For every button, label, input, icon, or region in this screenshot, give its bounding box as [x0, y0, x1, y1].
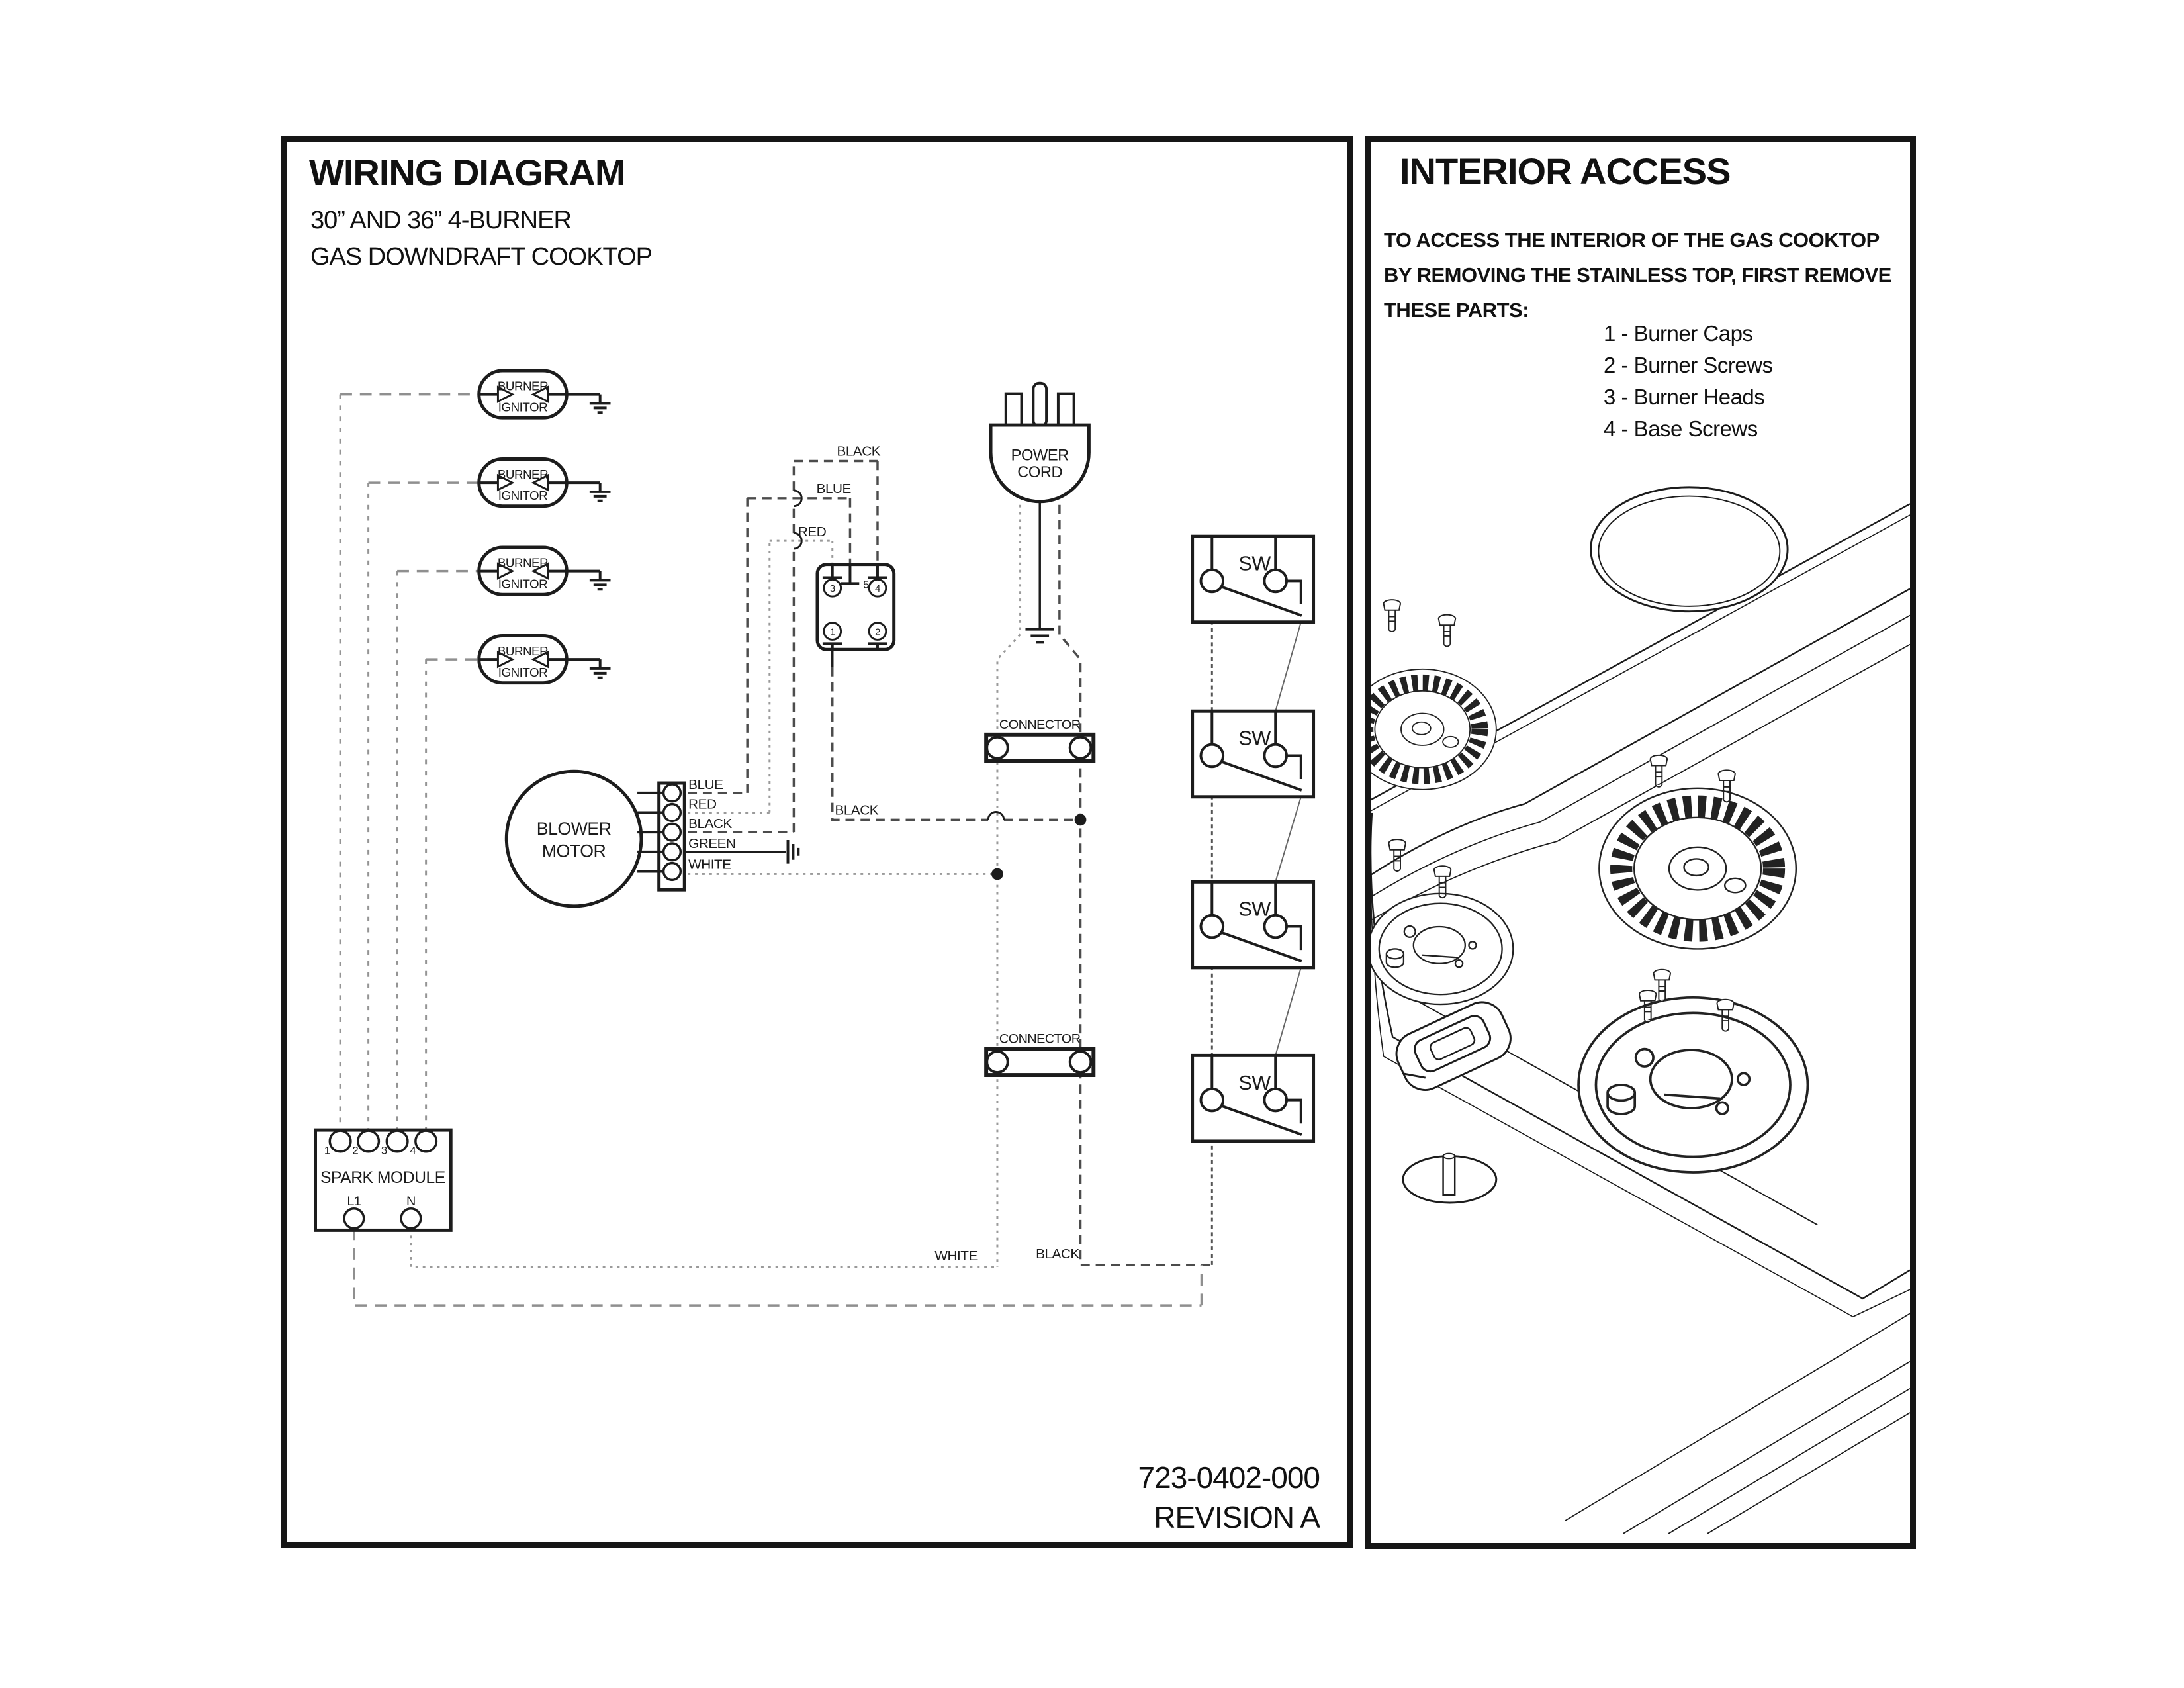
- bottom-black-label: BLACK: [1036, 1246, 1079, 1262]
- relay-blue-label: BLUE: [816, 481, 851, 496]
- spark-terminal-3: 3: [381, 1144, 387, 1157]
- relay-terminal-3: 3: [829, 584, 835, 595]
- switch-2-label: SW: [1238, 727, 1271, 750]
- page-title: WIRING DIAGRAM: [309, 152, 625, 193]
- connector-2-label: CONNECTOR: [999, 1031, 1081, 1047]
- burner-head-center: [1599, 788, 1796, 949]
- part-number-block: [1138, 1458, 1320, 1537]
- burner-cap: [1591, 487, 1788, 612]
- blower-green-label: GREEN: [688, 835, 736, 851]
- base-cutout: [1403, 1154, 1496, 1203]
- ground-symbol: [1025, 630, 1054, 643]
- svg-text:BURNER: BURNER: [497, 467, 549, 482]
- wire-hop: [988, 812, 1004, 820]
- blower-red-label: RED: [688, 796, 717, 812]
- burner-ignitor-3: [479, 547, 611, 594]
- intro-line-3: THESE PARTS:: [1384, 299, 1529, 322]
- interior-access-panel: [1365, 136, 1916, 1549]
- junction-dot-white: [991, 868, 1003, 880]
- burner-base-left: [1371, 894, 1513, 1004]
- intro-line-1: TO ACCESS THE INTERIOR OF THE GAS COOKTOP: [1384, 228, 1880, 252]
- connector-2: [986, 1032, 1093, 1075]
- mid-black-label: BLACK: [835, 802, 879, 818]
- connector-1: [986, 718, 1093, 761]
- power-cord-label-1: POWER: [1011, 447, 1069, 465]
- power-cord-black-wire: [1060, 505, 1212, 1265]
- parts-list-item-4: 4 - Base Screws: [1604, 416, 1758, 441]
- bottom-white-label: WHITE: [934, 1248, 978, 1264]
- svg-text:BURNER: BURNER: [497, 644, 549, 659]
- blower-white-label: WHITE: [688, 857, 731, 872]
- blower-blue-label: BLUE: [688, 776, 723, 792]
- burner-ignitor-2: [479, 459, 611, 506]
- burner-ignitor-4: [479, 635, 611, 682]
- burner-base-right: [1578, 998, 1807, 1172]
- ground-prong: [1033, 383, 1046, 426]
- blower-label-1: BLOWER: [536, 819, 612, 839]
- part-number: 723-0402-000: [1138, 1460, 1320, 1495]
- burner-ignitor-1: [479, 371, 611, 418]
- connector-1-label: CONNECTOR: [999, 717, 1081, 732]
- parts-list-item-3: 3 - Burner Heads: [1604, 385, 1765, 409]
- relay-terminal-1: 1: [829, 627, 835, 638]
- wiring-diagram-drawing: [287, 142, 1347, 1542]
- cooktop-illustration: [1371, 142, 1910, 1543]
- relay-terminal-5: 5: [863, 579, 869, 591]
- switch-3-label: SW: [1238, 898, 1271, 921]
- relay-terminal-4: 4: [875, 584, 880, 595]
- spark-terminal-4: 4: [410, 1144, 416, 1157]
- spark-terminal-1: 1: [324, 1144, 330, 1157]
- switch-3: [1193, 882, 1314, 968]
- power-cord: [991, 383, 1089, 643]
- switch-1-label: SW: [1238, 552, 1271, 575]
- switch-2: [1193, 711, 1314, 797]
- svg-text:IGNITOR: IGNITOR: [498, 665, 548, 679]
- switch-4: [1193, 1055, 1314, 1141]
- burner-head-left: [1371, 669, 1496, 790]
- parts-list-item-1: 1 - Burner Caps: [1604, 321, 1753, 346]
- svg-text:IGNITOR: IGNITOR: [498, 488, 548, 502]
- blower-motor: [506, 771, 798, 906]
- spark-module-label: SPARK MODULE: [320, 1169, 445, 1188]
- svg-text:BURNER: BURNER: [497, 555, 549, 570]
- control-knob: [1389, 995, 1518, 1097]
- spark-to-ignitor-wires: [340, 395, 479, 1130]
- blower-label-2: MOTOR: [541, 841, 606, 861]
- svg-text:IGNITOR: IGNITOR: [498, 577, 548, 591]
- blower-black-label: BLACK: [688, 816, 732, 832]
- power-cord-white-wire: [997, 505, 1021, 1267]
- junction-dot-black: [1075, 814, 1087, 825]
- relay-red-label: RED: [797, 524, 827, 540]
- subtitle-size: 30” AND 36” 4-BURNER: [310, 207, 571, 234]
- switch-4-label: SW: [1238, 1071, 1271, 1094]
- spark-n-label: N: [406, 1194, 416, 1209]
- spark-l1-label: L1: [347, 1194, 361, 1209]
- ignitor-label-2: IGNITOR: [498, 400, 548, 414]
- wiring-diagram-panel: [281, 136, 1353, 1548]
- parts-list-item-2: 2 - Burner Screws: [1604, 353, 1773, 377]
- switch-1: [1193, 536, 1314, 622]
- intro-line-2: BY REMOVING THE STAINLESS TOP, FIRST REMOVE: [1384, 263, 1891, 287]
- relay: [817, 565, 894, 650]
- relay-black-label: BLACK: [837, 444, 881, 459]
- spark-terminal-2: 2: [352, 1144, 359, 1157]
- spark-module: [316, 1130, 451, 1230]
- relay-terminal-2: 2: [875, 627, 880, 638]
- interior-access-title: INTERIOR ACCESS: [1400, 150, 1731, 192]
- neutral-white-wire: [411, 1228, 997, 1266]
- subtitle-product: GAS DOWNDRAFT COOKTOP: [310, 243, 652, 271]
- power-cord-label-2: CORD: [1017, 464, 1063, 482]
- revision: REVISION A: [1154, 1500, 1320, 1534]
- green-ground-symbol: [788, 840, 799, 864]
- ignitor-label-1: BURNER: [497, 379, 549, 393]
